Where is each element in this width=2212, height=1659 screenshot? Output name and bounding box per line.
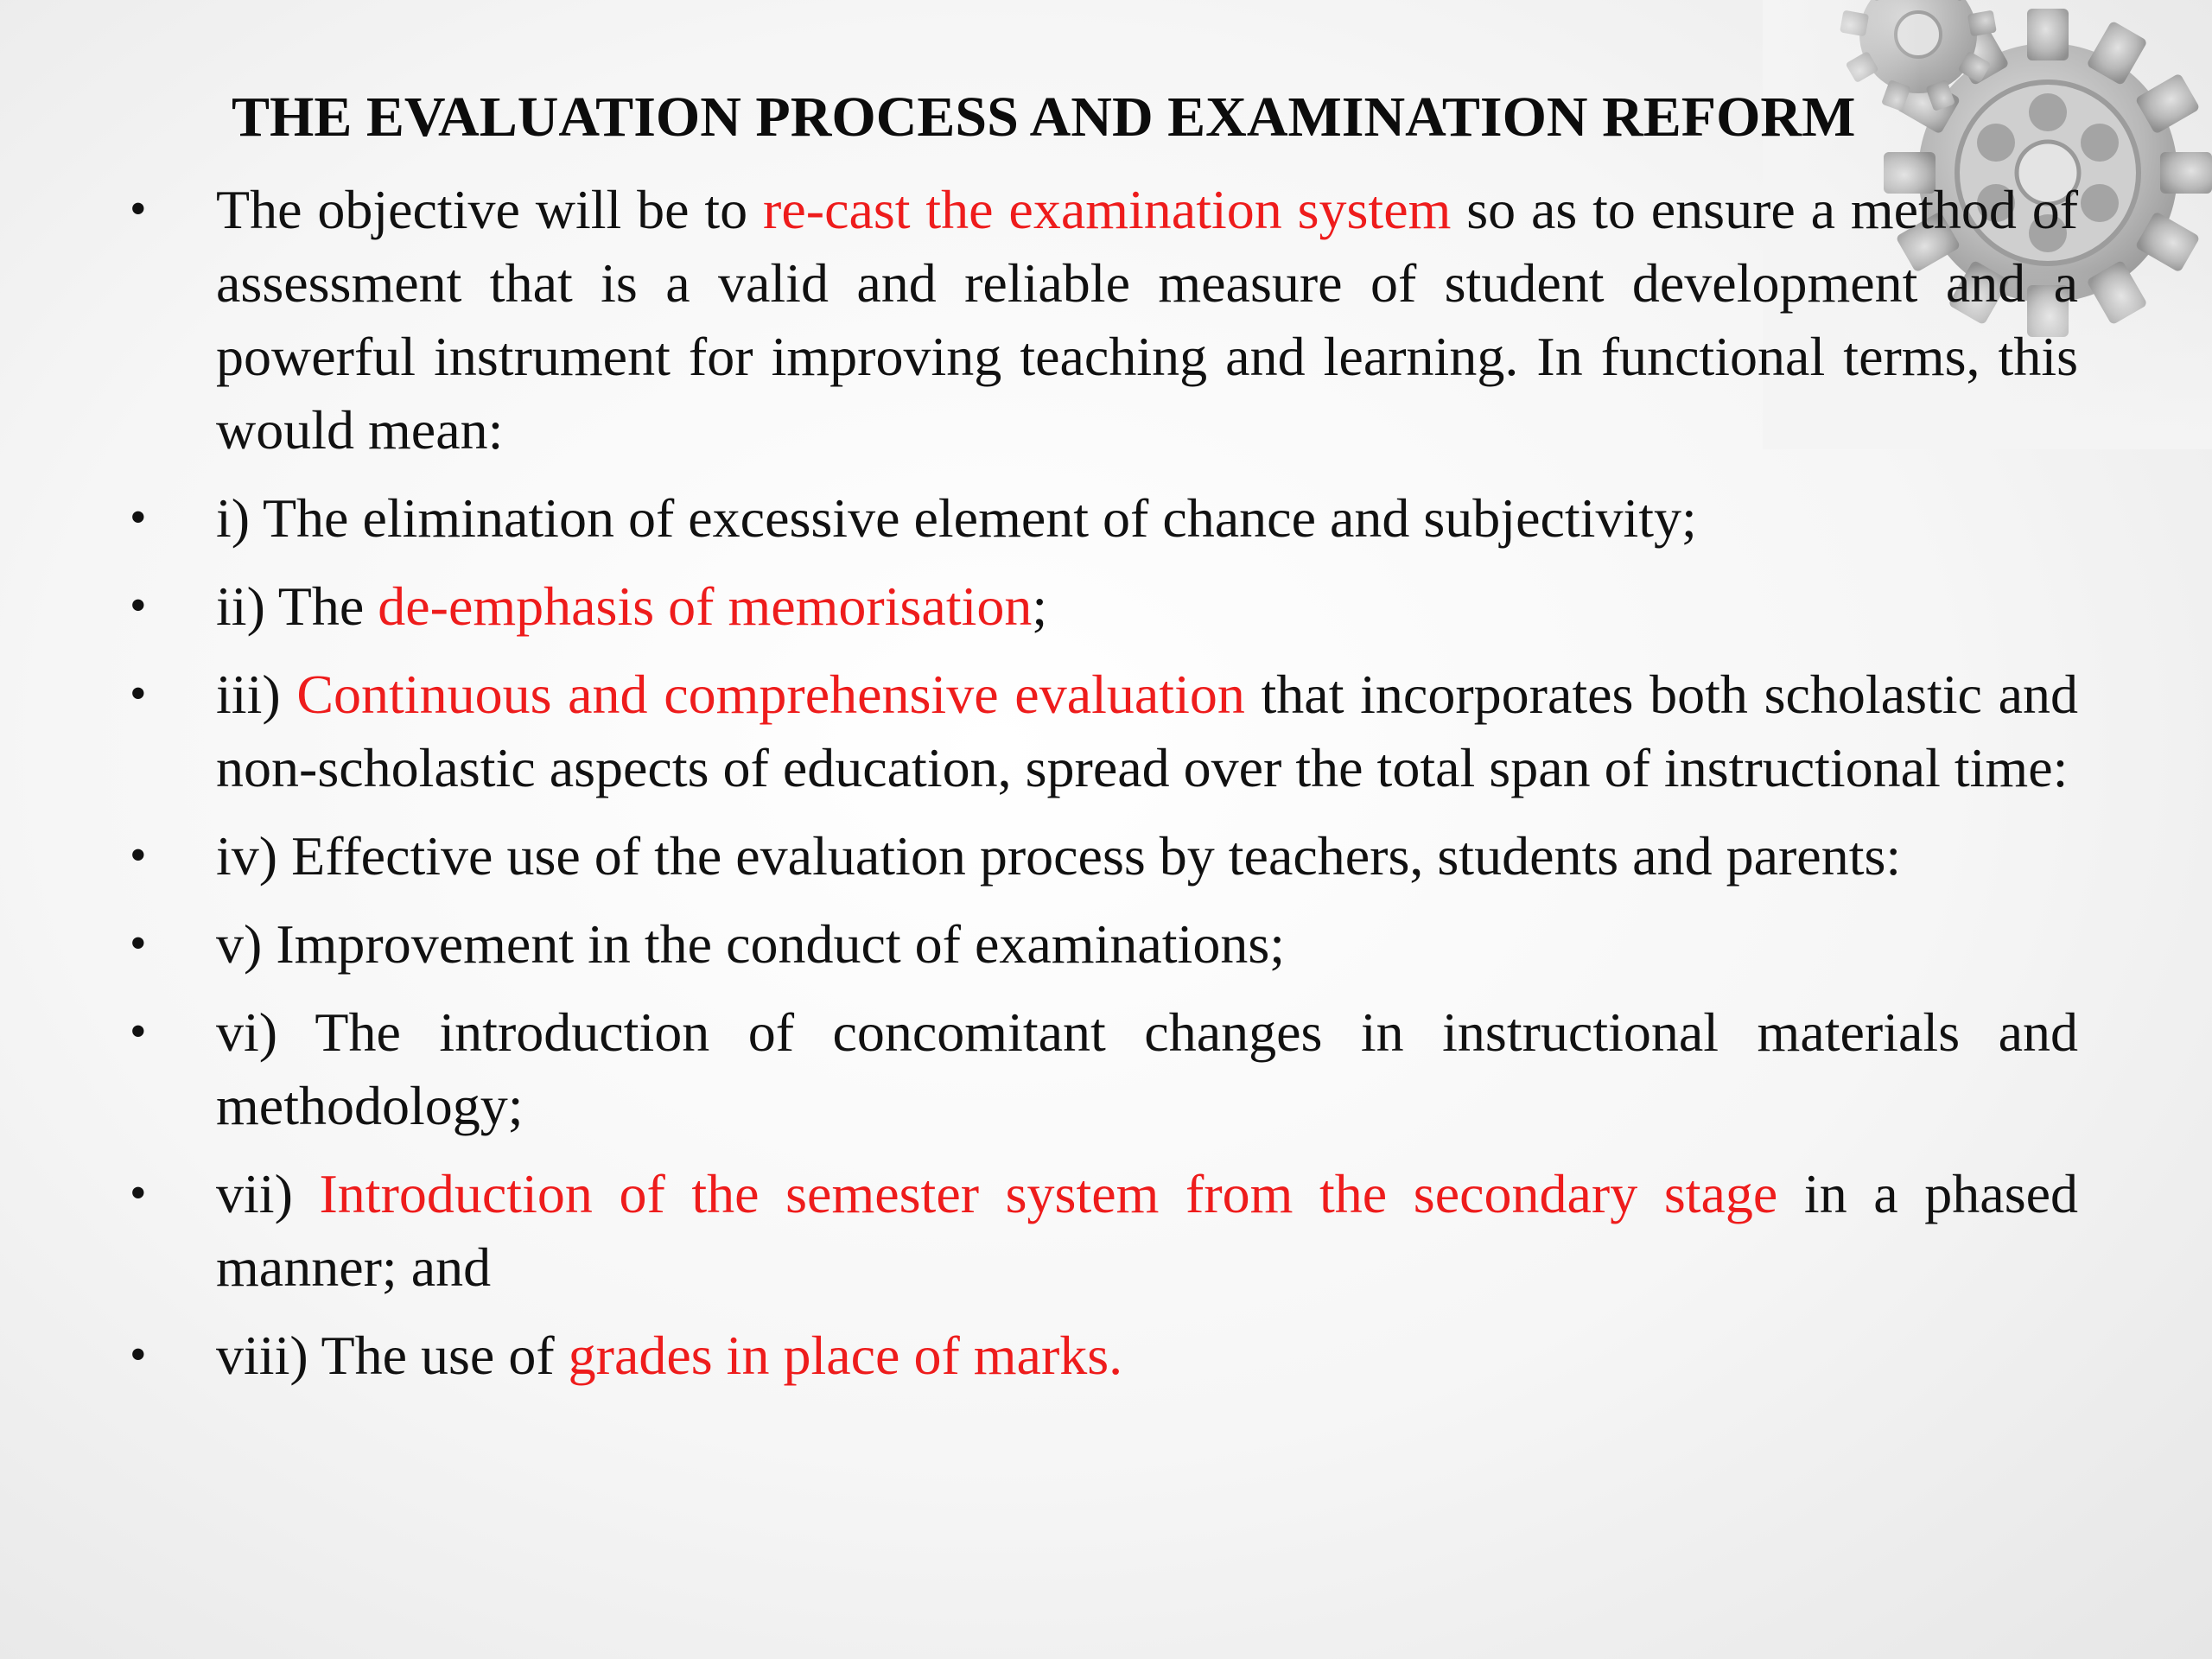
highlighted-text: Introduction of the semester system from the secondary stage (319, 1163, 1778, 1224)
bullet-text: so as to ensure a method of assessment that is a valid and reliable measure of student development and a powerful instrument for improving teaching and learning. In functional terms, this would mean: (216, 179, 2079, 461)
bullet-item (130, 173, 2078, 467)
bullet-dot-icon: • (130, 1328, 147, 1382)
slide-title: THE EVALUATION PROCESS AND EXAMINATION REFORM (232, 86, 1856, 149)
bullet-text: in a phased manner; and (216, 1163, 2078, 1298)
bullet-item (130, 481, 2078, 555)
bullet-item (130, 995, 2078, 1142)
bullet-dot-icon: • (130, 182, 147, 236)
bullet-text: The objective will be to (216, 179, 764, 240)
bullet-dot-icon: • (130, 1166, 147, 1220)
bullet-item (130, 658, 2078, 804)
bullet-list (130, 173, 2078, 1407)
highlighted-text: Continuous and comprehensive evaluation (296, 664, 1245, 725)
highlighted-text: de-emphasis of memorisation (378, 575, 1033, 637)
bullet-dot-icon: • (130, 579, 147, 632)
bullet-text: ; (1032, 575, 1048, 637)
bullet-dot-icon: • (130, 1005, 147, 1058)
bullet-dot-icon: • (130, 491, 147, 544)
bullet-text: vi) The introduction of concomitant changes in instructional materials and methodology; (216, 1001, 2078, 1136)
bullet-dot-icon: • (130, 829, 147, 882)
bullet-text: iii) (216, 664, 297, 725)
bullet-text: v) Improvement in the conduct of examinations; (216, 913, 1285, 975)
bullet-text: viii) The use of (216, 1325, 569, 1386)
bullet-dot-icon: • (130, 667, 147, 721)
bullet-text: iv) Effective use of the evaluation process by teachers, students and parents: (216, 825, 1902, 887)
bullet-text: i) The elimination of excessive element of chance and subjectivity; (216, 487, 1697, 549)
highlighted-text: grades in place of marks. (568, 1325, 1123, 1386)
highlighted-text: re-cast the examination system (763, 179, 1452, 240)
bullet-item (130, 1319, 2078, 1392)
bullet-item (130, 1157, 2078, 1304)
bullet-item (130, 569, 2078, 643)
bullet-text: that incorporates both scholastic and non-scholastic aspects of education, spread over the total span of instructional time: (216, 664, 2079, 798)
bullet-dot-icon: • (130, 917, 147, 970)
bullet-item (130, 907, 2078, 981)
bullet-text: ii) The (216, 575, 378, 637)
bullet-text: vii) (216, 1163, 320, 1224)
bullet-item (130, 819, 2078, 893)
